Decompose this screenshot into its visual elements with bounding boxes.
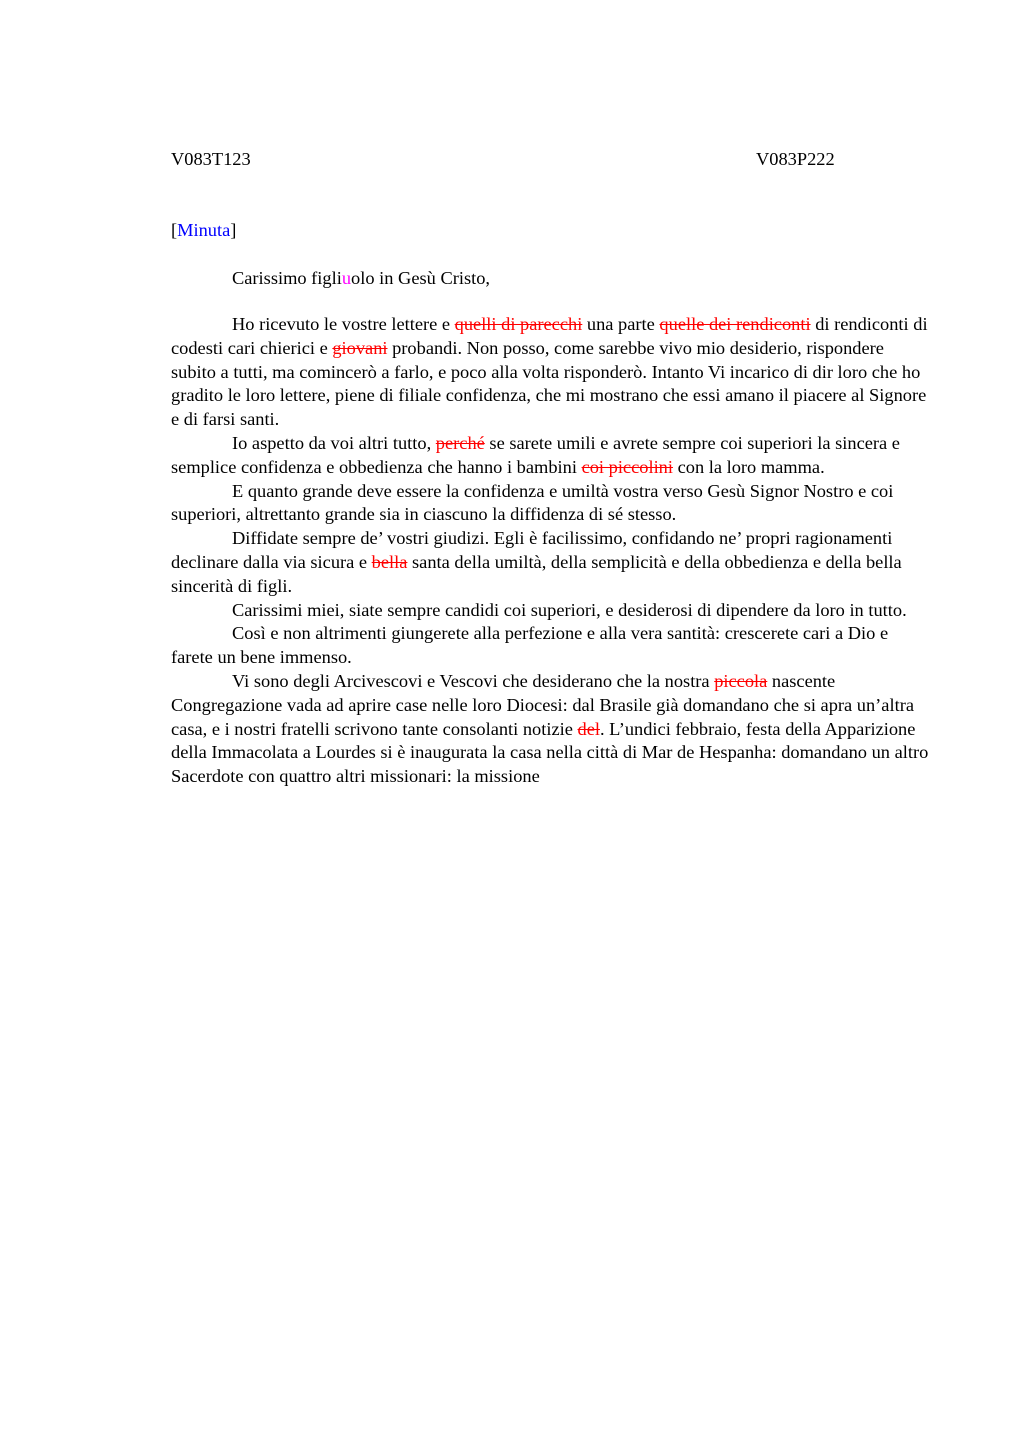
text-run: Così e non altrimenti giungerete alla perfezione e alla vera santità: crescerete cari a Dio e farete un bene immenso. — [171, 623, 889, 668]
deleted-text: del — [577, 718, 600, 739]
letter-body — [171, 313, 931, 789]
text-run: . L’undici febbraio, festa della Apparizione della Immacolata a Lourdes si è inaugurata la casa nella città di Mar de Hespanha: domandano un altro Sacerdote con quattro altri missionari: la missione — [171, 718, 929, 787]
bracket-close: ] — [230, 220, 237, 240]
text-run: Diffidate sempre de’ vostri giudizi. Egli è facilissimo, confidando ne’ propri ragionamenti declinare dalla via sicura e — [171, 528, 893, 572]
deleted-text: piccola — [714, 670, 768, 691]
paragraph-4 — [171, 527, 931, 598]
editorial-note — [171, 218, 236, 242]
inserted-letter: u — [341, 268, 352, 288]
salutation-text-end: olo in Gesù Cristo, — [351, 268, 491, 288]
paragraph-6 — [171, 622, 931, 670]
text-run: Ho ricevuto le vostre lettere e — [232, 314, 455, 334]
text-run: di rendiconti di codesti cari chierici e — [171, 314, 928, 358]
deleted-text: bella — [371, 551, 408, 572]
text-run: Carissimi miei, siate sempre candidi coi superiori, e desiderosi di dipendere da loro in tutto. — [232, 599, 907, 620]
text-run: se sarete umili e avrete sempre coi superiori la sincera e semplice confidenza e obbedienza che hanno i bambini — [171, 432, 900, 477]
deleted-text: perché — [435, 432, 485, 453]
text-run: probandi. Non posso, come sarebbe vivo mio desiderio, rispondere subito a tutti, ma comincerò a farlo, e poco alla volta risponderò. Intanto Vi incarico di dir loro che ho gradito le loro lettere, piene di filiale confidenza, che mi mostrano che essi amano il piacere al Signore e di farsi santi. — [171, 337, 927, 430]
deleted-text: quelle dei rendiconti — [659, 314, 811, 334]
text-run: Vi sono degli Arcivescovi e Vescovi che desiderano che la nostra — [232, 670, 715, 691]
text-run: santa della umiltà, della semplicità e della obbedienza e della bella sincerità di figli. — [171, 551, 902, 596]
salutation — [232, 266, 490, 290]
minuta-label: Minuta — [177, 220, 231, 240]
deleted-text: coi piccolini — [581, 456, 673, 477]
text-run: una parte — [582, 314, 660, 334]
paragraph-5 — [171, 599, 931, 623]
bracket-open: [ — [171, 220, 178, 240]
text-run: Io aspetto da voi altri tutto, — [232, 432, 436, 453]
deleted-text: quelli di parecchi — [454, 314, 583, 334]
paragraph-2 — [171, 432, 931, 480]
document-reference-left: V083T123 — [171, 149, 251, 169]
document-reference-right: V083P222 — [756, 149, 835, 169]
deleted-text: giovani — [332, 337, 388, 358]
salutation-text-start: Carissimo figli — [232, 268, 342, 288]
paragraph-3 — [171, 480, 931, 528]
paragraph-7 — [171, 670, 931, 789]
text-run: E quanto grande deve essere la confidenza e umiltà vostra verso Gesù Signor Nostro e coi superiori, altrettanto grande sia in ciascuno la diffidenza di sé stesso. — [171, 480, 894, 525]
text-run: con la loro mamma. — [672, 456, 825, 477]
paragraph-1 — [171, 313, 931, 432]
text-run: nascente Congregazione vada ad aprire case nelle loro Diocesi: dal Brasile già domandano che si apra un’altra casa, e i nostri fratelli scrivono tante consolanti notizie — [171, 670, 914, 739]
